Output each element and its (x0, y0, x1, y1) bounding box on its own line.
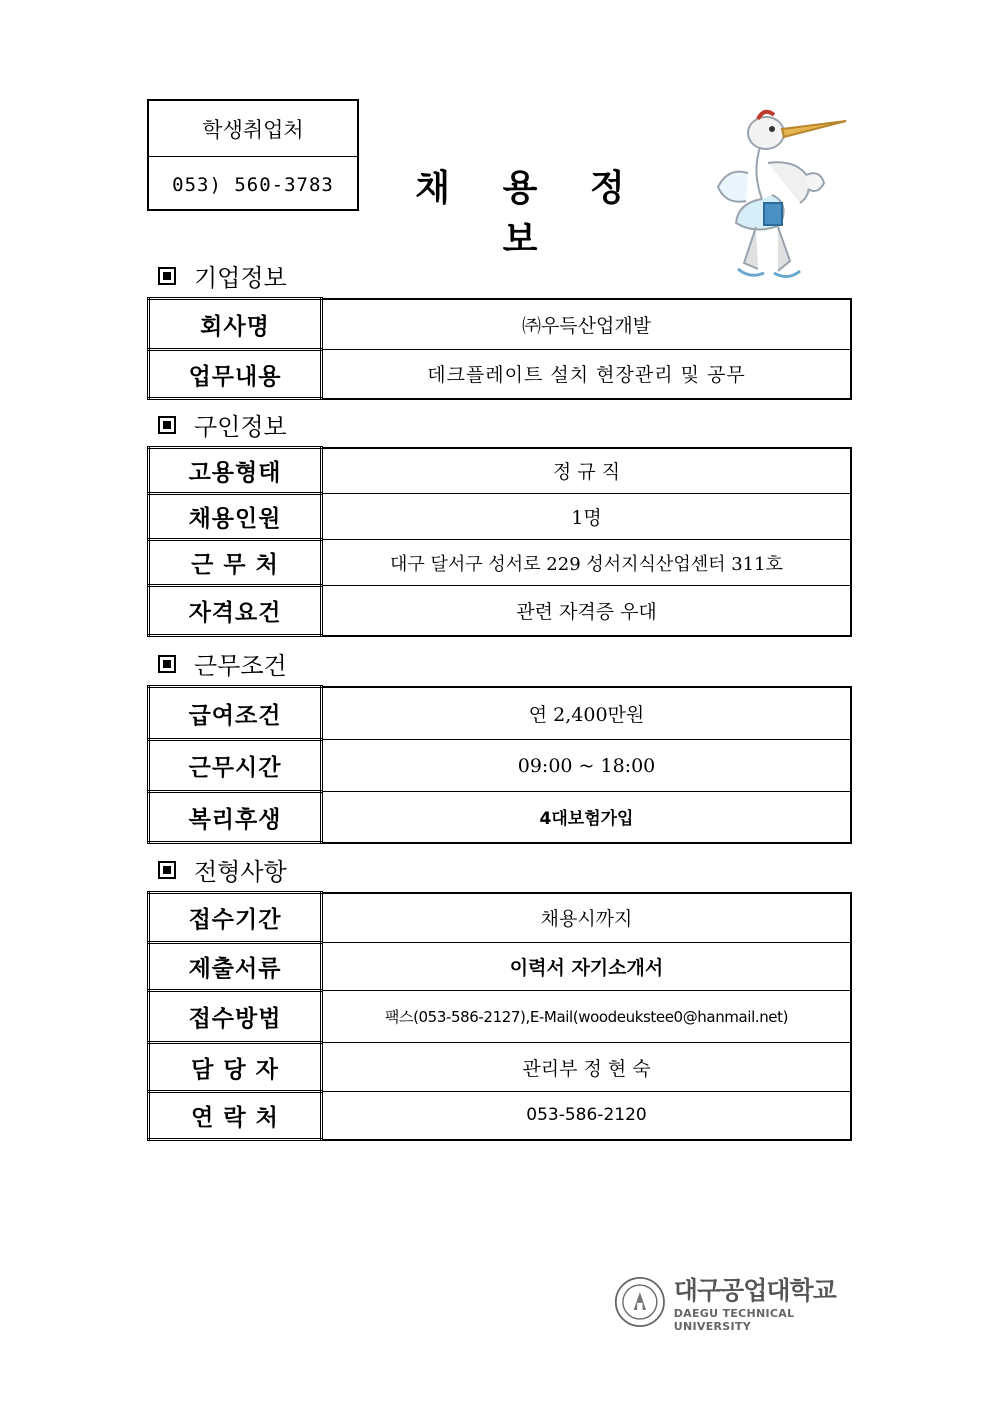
square-bullet-icon (158, 416, 176, 434)
office-label: 학생취업처 (149, 101, 357, 157)
headcount-value: 1명 (322, 494, 852, 540)
qualification-value: 관련 자격증 우대 (322, 586, 852, 636)
page-title: 채 용 정 보 (415, 168, 645, 260)
salary-value: 연 2,400만원 (322, 687, 852, 740)
section-title-text: 구인정보 (194, 413, 287, 441)
company-name-value: ㈜우득산업개발 (322, 299, 852, 350)
university-name-en: DAEGU TECHNICAL UNIVERSITY (673, 1307, 795, 1333)
job-duties-value: 데크플레이트 설치 현장관리 및 공무 (322, 350, 852, 399)
table-row (149, 1043, 852, 1092)
contact-person-value: 관리부 정 현 숙 (322, 1043, 852, 1092)
row-label: 근무시간 (149, 740, 322, 792)
office-phone: 053) 560-3783 (172, 173, 334, 196)
row-label: 접수기간 (149, 893, 322, 943)
section-title-hiring (158, 407, 287, 442)
table-row (149, 687, 852, 740)
table-row (149, 1092, 852, 1140)
benefits-value: 4대보험가입 (322, 792, 852, 843)
university-logo (614, 1270, 854, 1334)
row-label: 고용형태 (149, 448, 322, 494)
row-label: 제출서류 (149, 943, 322, 991)
section-title-text: 근무조건 (194, 652, 287, 680)
workplace-value: 대구 달서구 성서로 229 성서지식산업센터 311호 (322, 540, 852, 586)
row-label: 복리후생 (149, 792, 322, 843)
row-label: 자격요건 (149, 586, 322, 636)
table-row (149, 350, 852, 399)
section-title-conditions (158, 646, 287, 681)
square-bullet-icon (158, 861, 176, 879)
table-row (149, 448, 852, 494)
table-row (149, 991, 852, 1043)
section-title-company (158, 258, 287, 293)
application-method-value: 팩스(053-586-2127),E-Mail(woodeukstee0@hanmail.net) (322, 991, 852, 1043)
row-label: 채용인원 (149, 494, 322, 540)
selection-info-table (147, 891, 852, 1141)
employment-type-value: 정 규 직 (322, 448, 852, 494)
row-label: 회사명 (149, 299, 322, 350)
hiring-info-table (147, 446, 852, 637)
crane-mascot-icon (708, 103, 853, 288)
work-conditions-table (147, 685, 852, 844)
contact-phone-value: 053-586-2120 (322, 1092, 852, 1140)
row-label: 근 무 처 (149, 540, 322, 586)
table-row (149, 299, 852, 350)
row-label: 연 락 처 (149, 1092, 322, 1140)
row-label: 업무내용 (149, 350, 322, 399)
table-row (149, 792, 852, 843)
section-title-selection (158, 852, 287, 887)
office-contact-box (147, 99, 359, 211)
university-name-kr: 대구공업대학교 (673, 1276, 836, 1305)
row-label: 급여조건 (149, 687, 322, 740)
table-row (149, 943, 852, 991)
section-title-text: 기업정보 (194, 264, 287, 292)
documents-value: 이력서 자기소개서 (322, 943, 852, 991)
table-row (149, 740, 852, 792)
row-label: 접수방법 (149, 991, 322, 1043)
row-label: 담 당 자 (149, 1043, 322, 1092)
table-row (149, 586, 852, 636)
table-row (149, 540, 852, 586)
university-seal-icon (614, 1273, 666, 1331)
table-row (149, 494, 852, 540)
section-title-text: 전형사항 (194, 858, 287, 886)
application-period-value: 채용시까지 (322, 893, 852, 943)
company-info-table (147, 297, 852, 400)
work-hours-value: 09:00 ~ 18:00 (322, 740, 852, 792)
square-bullet-icon (158, 267, 176, 285)
table-row (149, 893, 852, 943)
square-bullet-icon (158, 655, 176, 673)
